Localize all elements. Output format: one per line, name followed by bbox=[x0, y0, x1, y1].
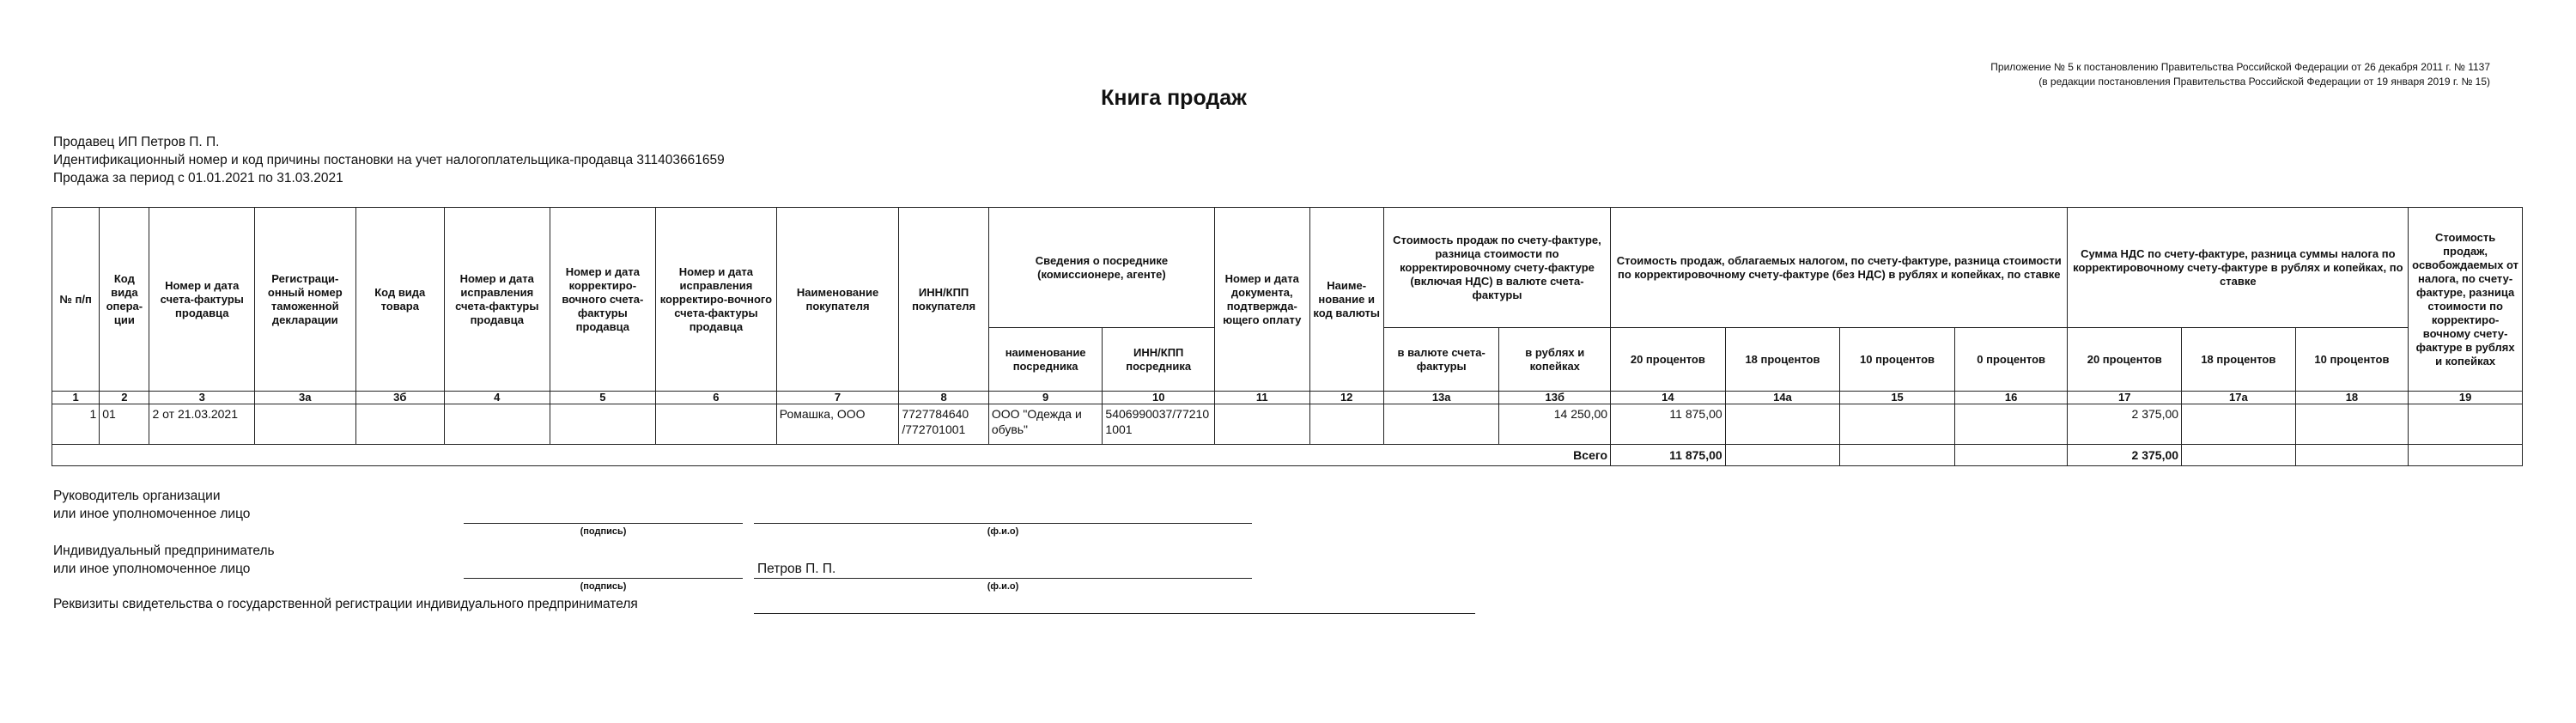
column-number: 7 bbox=[776, 392, 899, 404]
header-c6: Номер и дата исправления корректиро-вочного счета-фактуры продавца bbox=[656, 208, 777, 392]
cell-agent-name: ООО "Одежда и обувь" bbox=[988, 404, 1103, 445]
cell-invoice-number-date: 2 от 21.03.2021 bbox=[149, 404, 255, 445]
column-number: 3б bbox=[355, 392, 444, 404]
header-c19: Стоимость продаж, освобождаемых от налога, по счету-фактуре, разница стоимости по корректиро-вочному счету-фактуре в рублях и копейках bbox=[2409, 208, 2523, 392]
seller-inn: Идентификационный номер и код причины постановки на учет налогоплательщика-продавца 311403661659 bbox=[53, 153, 725, 167]
total-cell bbox=[2295, 445, 2409, 466]
cell-goods-code bbox=[355, 404, 444, 445]
column-number: 15 bbox=[1840, 392, 1955, 404]
ip-line-1: Индивидуальный предприниматель bbox=[53, 544, 275, 558]
header-c16: 0 процентов bbox=[1954, 328, 2068, 392]
header-c14: 20 процентов bbox=[1611, 328, 1726, 392]
header-c3a: Регистраци-онный номер таможенной декларации bbox=[255, 208, 356, 392]
cell-row-number: 1 bbox=[52, 404, 100, 445]
total-vat-20: 2 375,00 bbox=[2068, 445, 2182, 466]
column-number: 6 bbox=[656, 392, 777, 404]
ip-line-2: или иное уполномоченное лицо bbox=[53, 562, 251, 576]
appendix-line-2: (в редакции постановления Правительства Российской Федерации от 19 января 2019 г. № 15) bbox=[2038, 76, 2490, 88]
header-c10: ИНН/КПП посредника bbox=[1103, 328, 1215, 392]
column-number: 13б bbox=[1499, 392, 1611, 404]
cell-value-invoice-currency bbox=[1383, 404, 1499, 445]
header-c7: Наименование покупателя bbox=[776, 208, 899, 392]
column-number-row bbox=[52, 392, 2523, 404]
cell-customs-declaration bbox=[255, 404, 356, 445]
header-c13: Стоимость продаж по счету-фактуре, разница стоимости по корректировочному счету-фактуре (включая НДС) в валюте счета-фактуры bbox=[1383, 208, 1610, 328]
cell-adjustment-invoice bbox=[550, 404, 656, 445]
header-c18: 10 процентов bbox=[2295, 328, 2409, 392]
column-number: 13а bbox=[1383, 392, 1499, 404]
column-number: 10 bbox=[1103, 392, 1215, 404]
column-number: 18 bbox=[2295, 392, 2409, 404]
cell-adjustment-correction bbox=[656, 404, 777, 445]
ip-signature-line bbox=[464, 578, 743, 579]
cell-correction-number bbox=[445, 404, 550, 445]
header-c13b: в рублях и копейках bbox=[1499, 328, 1611, 392]
head-fio-line bbox=[754, 523, 1252, 524]
column-number: 14 bbox=[1611, 392, 1726, 404]
cell-buyer-inn: 7727784640 /772701001 bbox=[899, 404, 988, 445]
header-c9-10: Сведения о посреднике (комиссионере, агенте) bbox=[988, 208, 1214, 328]
column-number: 8 bbox=[899, 392, 988, 404]
column-number: 11 bbox=[1215, 392, 1309, 404]
cell-payment-doc bbox=[1215, 404, 1309, 445]
column-number: 3 bbox=[149, 392, 255, 404]
cell-buyer-name: Ромашка, ООО bbox=[776, 404, 899, 445]
header-c14a: 18 процентов bbox=[1725, 328, 1840, 392]
registration-label: Реквизиты свидетельства о государственной регистрации индивидуального предпринимателя bbox=[53, 597, 638, 611]
appendix-note bbox=[1990, 60, 2490, 89]
head-signatory-label bbox=[53, 487, 250, 523]
caption-signature: (подпись) bbox=[580, 581, 627, 592]
cell-exempt bbox=[2409, 404, 2523, 445]
head-signature-line bbox=[464, 523, 743, 524]
header-c9: наименование посредника bbox=[988, 328, 1103, 392]
sales-period: Продажа за период с 01.01.2021 по 31.03.2021 bbox=[53, 171, 343, 185]
seller-name: Продавец ИП Петров П. П. bbox=[53, 135, 220, 149]
total-cell bbox=[2182, 445, 2296, 466]
header-c12: Наиме-нование и код валюты bbox=[1309, 208, 1383, 392]
cell-value-rubles: 14 250,00 bbox=[1499, 404, 1611, 445]
seller-info bbox=[53, 133, 725, 187]
header-c13a: в валюте счета-фактуры bbox=[1383, 328, 1499, 392]
head-line-1: Руководитель организации bbox=[53, 489, 221, 503]
table-row bbox=[52, 404, 2523, 445]
header-c3b: Код вида товара bbox=[355, 208, 444, 392]
cell-taxable-20: 11 875,00 bbox=[1611, 404, 1726, 445]
caption-fio: (ф.и.о) bbox=[987, 581, 1019, 592]
cell-taxable-0 bbox=[1954, 404, 2068, 445]
total-row bbox=[52, 445, 2523, 466]
total-cell bbox=[1840, 445, 1955, 466]
cell-currency bbox=[1309, 404, 1383, 445]
total-taxable-20: 11 875,00 bbox=[1611, 445, 1726, 466]
appendix-line-1: Приложение № 5 к постановлению Правительства Российской Федерации от 26 декабря 2011 г. № 1137 bbox=[1990, 61, 2490, 73]
header-c8: ИНН/КПП покупателя bbox=[899, 208, 988, 392]
header-c2: Код вида опера-ции bbox=[100, 208, 149, 392]
header-c5: Номер и дата корректиро-вочного счета-фактуры продавца bbox=[550, 208, 656, 392]
cell-vat-18 bbox=[2182, 404, 2296, 445]
ip-fio-value: Петров П. П. bbox=[757, 562, 836, 576]
column-number: 3а bbox=[255, 392, 356, 404]
cell-vat-20: 2 375,00 bbox=[2068, 404, 2182, 445]
total-cell bbox=[1954, 445, 2068, 466]
header-c11: Номер и дата документа, подтвержда-ющего оплату bbox=[1215, 208, 1309, 392]
cell-agent-inn: 5406990037/772101001 bbox=[1103, 404, 1215, 445]
column-number: 14а bbox=[1725, 392, 1840, 404]
total-cell bbox=[2409, 445, 2523, 466]
header-c17-18: Сумма НДС по счету-фактуре, разница суммы налога по корректировочному счету-фактуре в рублях и копейках, по ставке bbox=[2068, 208, 2409, 328]
header-c4: Номер и дата исправления счета-фактуры продавца bbox=[445, 208, 550, 392]
column-number: 5 bbox=[550, 392, 656, 404]
ip-fio-line bbox=[754, 578, 1252, 579]
header-c15: 10 процентов bbox=[1840, 328, 1955, 392]
cell-vat-10 bbox=[2295, 404, 2409, 445]
column-number: 2 bbox=[100, 392, 149, 404]
column-number: 17 bbox=[2068, 392, 2182, 404]
total-label: Всего bbox=[52, 445, 1611, 466]
registration-line bbox=[754, 613, 1475, 614]
sales-book-table bbox=[52, 207, 2523, 466]
head-line-2: или иное уполномоченное лицо bbox=[53, 507, 251, 521]
column-number: 17а bbox=[2182, 392, 2296, 404]
ip-signatory-label bbox=[53, 542, 275, 578]
header-c17a: 18 процентов bbox=[2182, 328, 2296, 392]
header-c14-16: Стоимость продаж, облагаемых налогом, по счету-фактуре, разница стоимости по корректировочному счету-фактуре (без НДС) в рублях и копейках, по ставке bbox=[1611, 208, 2068, 328]
caption-signature: (подпись) bbox=[580, 526, 627, 537]
cell-taxable-10 bbox=[1840, 404, 1955, 445]
total-cell bbox=[1725, 445, 1840, 466]
caption-fio: (ф.и.о) bbox=[987, 526, 1019, 537]
header-c3: Номер и дата счета-фактуры продавца bbox=[149, 208, 255, 392]
cell-operation-code: 01 bbox=[100, 404, 149, 445]
header-c1: № п/п bbox=[52, 208, 100, 392]
column-number: 12 bbox=[1309, 392, 1383, 404]
header-c17: 20 процентов bbox=[2068, 328, 2182, 392]
column-number: 4 bbox=[445, 392, 550, 404]
cell-taxable-18 bbox=[1725, 404, 1840, 445]
column-number: 9 bbox=[988, 392, 1103, 404]
column-number: 16 bbox=[1954, 392, 2068, 404]
column-number: 19 bbox=[2409, 392, 2523, 404]
page-title: Книга продаж bbox=[1101, 86, 1247, 110]
column-number: 1 bbox=[52, 392, 100, 404]
